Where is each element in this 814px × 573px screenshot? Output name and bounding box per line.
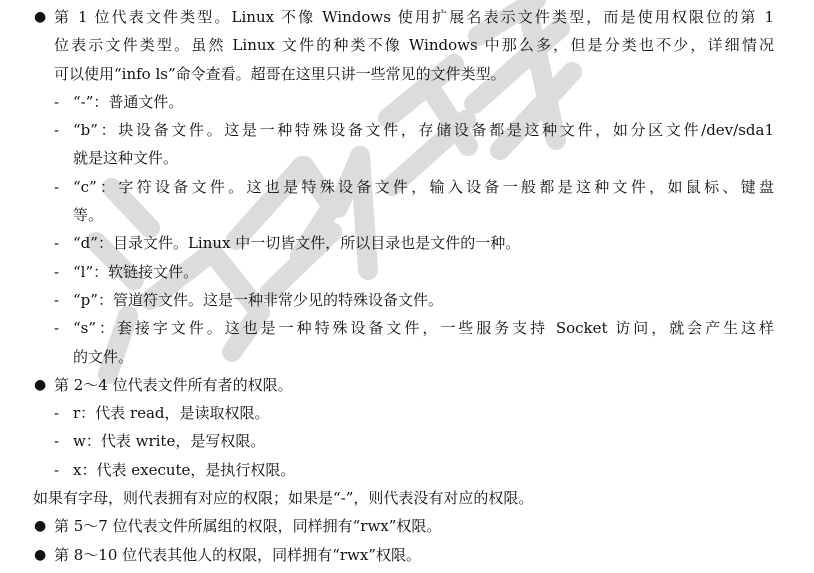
bullet-item-line [34,541,774,569]
line-text: x：代表 execute，是执行权限。 [73,460,296,479]
dash-marker: - [54,92,60,111]
line-text: 等。 [73,206,104,225]
dash-marker: - [54,319,60,338]
bullet-item-line [34,371,774,399]
dash-marker: - [54,121,60,140]
line-text: 第 2～4 位代表文件所有者的权限。 [54,375,293,394]
dash-marker: - [54,290,60,309]
line-text: “c”：字符设备文件。这也是特殊设备文件，输入设备一般都是这种文件，如鼠标、键盘 [73,177,774,196]
bullet-marker: ● [34,546,47,563]
line-text: “s”：套接字文件。这也是一种特殊设备文件，一些服务支持 Socket 访问，就会产生这样 [73,319,774,338]
bullet-item-line [34,60,774,88]
document-body [34,3,774,569]
line-text: “p”：管道符文件。这是一种非常少见的特殊设备文件。 [73,290,443,309]
dash-item-line [34,456,774,484]
dash-marker: - [54,262,60,281]
dash-marker: - [54,404,60,423]
line-text: “l”：软链接文件。 [73,262,199,281]
line-text: 的文件。 [73,347,134,366]
line-text: 可以使用“info ls”命令查看。超哥在这里只讲一些常见的文件类型。 [54,64,506,83]
line-text: 如果有字母，则代表拥有对应的权限；如果是“-”，则代表没有对应的权限。 [33,489,534,508]
line-text: “-”：普通文件。 [73,92,184,111]
line-text: “d”：目录文件。Linux 中一切皆文件，所以目录也是文件的一种。 [73,234,521,253]
dash-item-line [34,258,774,286]
bullet-marker: ● [34,376,47,393]
bullet-item-line [34,31,774,59]
bullet-marker: ● [34,518,47,535]
dash-item-line [34,399,774,427]
line-text: w：代表 write，是写权限。 [73,432,266,451]
dash-item-line [34,286,774,314]
dash-item-line [34,116,774,144]
dash-item-line [34,427,774,455]
dash-item-line [34,201,774,229]
dash-marker: - [54,432,60,451]
bullet-item-line [34,512,774,540]
line-text: r：代表 read，是读取权限。 [73,404,270,423]
dash-marker: - [54,460,60,479]
dash-item-line [34,343,774,371]
dash-item-line [34,88,774,116]
dash-item-line [34,314,774,342]
dash-item-line [34,229,774,257]
dash-item-line [34,144,774,172]
line-text: 位表示文件类型。虽然 Linux 文件的种类不像 Windows 中那么多，但是分类也不少，详细情况 [54,36,774,55]
bullet-marker: ● [34,9,47,25]
dash-marker: - [54,177,60,196]
plain-item-line [34,484,774,512]
line-text: 就是这种文件。 [73,149,179,168]
dash-marker: - [54,234,60,253]
line-text: 第 1 位代表文件类型。Linux 不像 Windows 使用扩展名表示文件类型，而是使用权限位的第 1 [54,8,774,26]
line-text: “b”：块设备文件。这是一种特殊设备文件，存储设备都是这种文件，如分区文件/dev/sda1 [73,121,774,140]
dash-item-line [34,173,774,201]
line-text: 第 8～10 位代表其他人的权限，同样拥有“rwx”权限。 [54,545,421,564]
bullet-item-line [34,3,774,31]
line-text: 第 5～7 位代表文件所属组的权限，同样拥有“rwx”权限。 [54,517,442,536]
